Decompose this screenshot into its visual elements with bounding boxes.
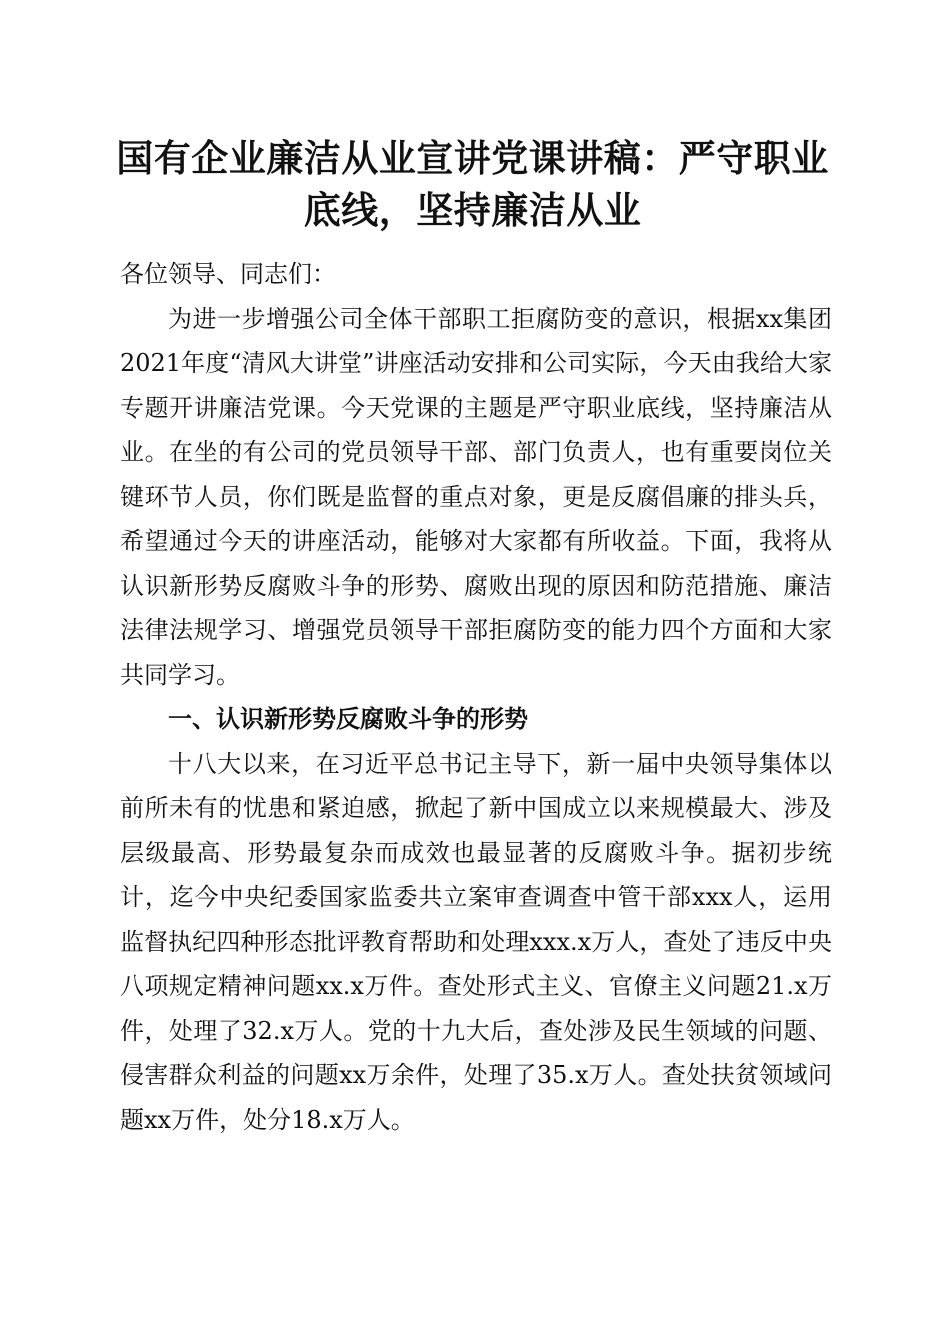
section-heading: 一、认识新形势反腐败斗争的形势 [168,705,528,733]
section-paragraph: 十八大以来，在习近平总书记主导下，新一届中央领导集体以前所未有的忧患和紧迫感，掀起了新中国成立以来规模最大、涉及层级最高、形势最复杂而成效也最显著的反腐败斗争。据初步统计，迄今中央纪委国家监委共立案审查调查中管干部xxx人，运用监督执纪四种形态批评教育帮助和处理xxx.x万人，查处了违反中央八项规定精神问题xx.x万件。查处形式主义、官僚主义问题21.x万件，处理了32.x万人。党的十九大后，查处涉及民生领域的问题、侵害群众利益的问题xx万余件，处理了35.x万人。查处扶贫领域问题xx万件，处分18.x万人。 [120,749,832,1134]
greeting: 各位领导、同志们： [120,260,336,288]
document-title: 国有企业廉洁从业宣讲党课讲稿：严守职业底线，坚持廉洁从业 [116,136,829,232]
document-body [120,252,832,1142]
intro-paragraph: 为进一步增强公司全体干部职工拒腐防变的意识，根据xx集团2021年度“清风大讲堂”讲座活动安排和公司实际，今天由我给大家专题开讲廉洁党课。今天党课的主题是严守职业底线，坚持廉洁从业。在坐的有公司的党员领导干部、部门负责人，也有重要岗位关键环节人员，你们既是监督的重点对象，更是反腐倡廉的排头兵，希望通过今天的讲座活动，能够对大家都有所收益。下面，我将从认识新形势反腐败斗争的形势、腐败出现的原因和防范措施、廉洁法律法规学习、增强党员领导干部拒腐防变的能力四个方面和大家共同学习。 [120,304,832,689]
